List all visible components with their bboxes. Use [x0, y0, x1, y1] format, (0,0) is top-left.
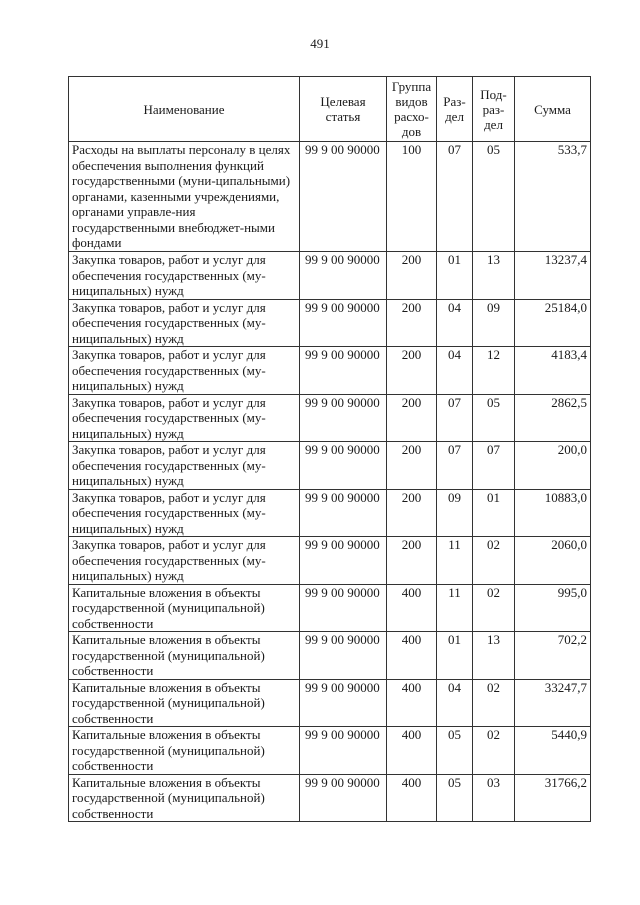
cell-subsection: 02 — [473, 537, 515, 585]
cell-sum: 4183,4 — [515, 347, 591, 395]
cell-target: 99 9 00 90000 — [300, 489, 387, 537]
cell-subsection: 02 — [473, 584, 515, 632]
page-number: 491 — [310, 36, 330, 51]
cell-target: 99 9 00 90000 — [300, 584, 387, 632]
table-row — [69, 632, 591, 680]
cell-name: Капитальные вложения в объекты государственной (муниципальной) собственности — [69, 679, 300, 727]
table-row — [69, 489, 591, 537]
table-row — [69, 727, 591, 775]
cell-name: Капитальные вложения в объекты государственной (муниципальной) собственности — [69, 727, 300, 775]
cell-sum: 13237,4 — [515, 252, 591, 300]
cell-sum: 533,7 — [515, 142, 591, 252]
cell-target: 99 9 00 90000 — [300, 727, 387, 775]
cell-name: Закупка товаров, работ и услуг для обеспечения государственных (му-ниципальных) нужд — [69, 299, 300, 347]
header-group: Группа видов расхо-дов — [387, 77, 437, 142]
cell-name: Закупка товаров, работ и услуг для обеспечения государственных (му-ниципальных) нужд — [69, 537, 300, 585]
cell-section: 07 — [437, 142, 473, 252]
table-row — [69, 537, 591, 585]
cell-sum: 2862,5 — [515, 394, 591, 442]
table-row — [69, 774, 591, 822]
table-row — [69, 252, 591, 300]
cell-name: Закупка товаров, работ и услуг для обеспечения государственных (му-ниципальных) нужд — [69, 442, 300, 490]
cell-group: 200 — [387, 252, 437, 300]
cell-target: 99 9 00 90000 — [300, 679, 387, 727]
cell-subsection: 13 — [473, 252, 515, 300]
cell-target: 99 9 00 90000 — [300, 252, 387, 300]
cell-name: Расходы на выплаты персоналу в целях обеспечения выполнения функций государственными (муни-ципальными) органами, казенными учреждениями, органами управле-ния государственными внебюджет-ными фондами — [69, 142, 300, 252]
cell-subsection: 05 — [473, 142, 515, 252]
table-row — [69, 347, 591, 395]
cell-sum: 2060,0 — [515, 537, 591, 585]
cell-section: 04 — [437, 679, 473, 727]
cell-target: 99 9 00 90000 — [300, 299, 387, 347]
table-row — [69, 299, 591, 347]
cell-name: Закупка товаров, работ и услуг для обеспечения государственных (му-ниципальных) нужд — [69, 394, 300, 442]
cell-group: 400 — [387, 584, 437, 632]
cell-name: Закупка товаров, работ и услуг для обеспечения государственных (му-ниципальных) нужд — [69, 347, 300, 395]
cell-group: 200 — [387, 537, 437, 585]
table-row — [69, 394, 591, 442]
cell-section: 05 — [437, 774, 473, 822]
header-name: Наименование — [69, 77, 300, 142]
cell-section: 01 — [437, 252, 473, 300]
cell-section: 11 — [437, 537, 473, 585]
table-row — [69, 679, 591, 727]
cell-target: 99 9 00 90000 — [300, 394, 387, 442]
cell-group: 400 — [387, 727, 437, 775]
budget-table — [68, 76, 591, 822]
cell-target: 99 9 00 90000 — [300, 347, 387, 395]
cell-subsection: 07 — [473, 442, 515, 490]
cell-sum: 200,0 — [515, 442, 591, 490]
cell-group: 400 — [387, 774, 437, 822]
header-target: Целевая статья — [300, 77, 387, 142]
cell-target: 99 9 00 90000 — [300, 632, 387, 680]
cell-target: 99 9 00 90000 — [300, 774, 387, 822]
cell-sum: 995,0 — [515, 584, 591, 632]
cell-group: 100 — [387, 142, 437, 252]
cell-section: 04 — [437, 347, 473, 395]
cell-name: Закупка товаров, работ и услуг для обеспечения государственных (му-ниципальных) нужд — [69, 489, 300, 537]
table-header-row — [69, 77, 591, 142]
cell-group: 200 — [387, 394, 437, 442]
table-row — [69, 142, 591, 252]
cell-subsection: 05 — [473, 394, 515, 442]
cell-section: 07 — [437, 442, 473, 490]
cell-sum: 25184,0 — [515, 299, 591, 347]
cell-section: 05 — [437, 727, 473, 775]
cell-group: 400 — [387, 632, 437, 680]
cell-sum: 31766,2 — [515, 774, 591, 822]
header-sum: Сумма — [515, 77, 591, 142]
cell-group: 400 — [387, 679, 437, 727]
cell-name: Закупка товаров, работ и услуг для обеспечения государственных (му-ниципальных) нужд — [69, 252, 300, 300]
cell-target: 99 9 00 90000 — [300, 442, 387, 490]
cell-sum: 5440,9 — [515, 727, 591, 775]
cell-section: 11 — [437, 584, 473, 632]
cell-name: Капитальные вложения в объекты государственной (муниципальной) собственности — [69, 632, 300, 680]
cell-group: 200 — [387, 489, 437, 537]
cell-subsection: 09 — [473, 299, 515, 347]
cell-group: 200 — [387, 347, 437, 395]
header-subsection: Под-раз-дел — [473, 77, 515, 142]
table-row — [69, 442, 591, 490]
cell-subsection: 01 — [473, 489, 515, 537]
cell-target: 99 9 00 90000 — [300, 142, 387, 252]
cell-sum: 702,2 — [515, 632, 591, 680]
cell-subsection: 02 — [473, 679, 515, 727]
cell-sum: 10883,0 — [515, 489, 591, 537]
cell-group: 200 — [387, 442, 437, 490]
cell-subsection: 13 — [473, 632, 515, 680]
cell-section: 09 — [437, 489, 473, 537]
cell-subsection: 02 — [473, 727, 515, 775]
cell-group: 200 — [387, 299, 437, 347]
cell-section: 07 — [437, 394, 473, 442]
header-section: Раз-дел — [437, 77, 473, 142]
cell-section: 04 — [437, 299, 473, 347]
cell-target: 99 9 00 90000 — [300, 537, 387, 585]
cell-name: Капитальные вложения в объекты государственной (муниципальной) собственности — [69, 774, 300, 822]
cell-section: 01 — [437, 632, 473, 680]
cell-sum: 33247,7 — [515, 679, 591, 727]
cell-name: Капитальные вложения в объекты государственной (муниципальной) собственности — [69, 584, 300, 632]
table-row — [69, 584, 591, 632]
cell-subsection: 12 — [473, 347, 515, 395]
cell-subsection: 03 — [473, 774, 515, 822]
